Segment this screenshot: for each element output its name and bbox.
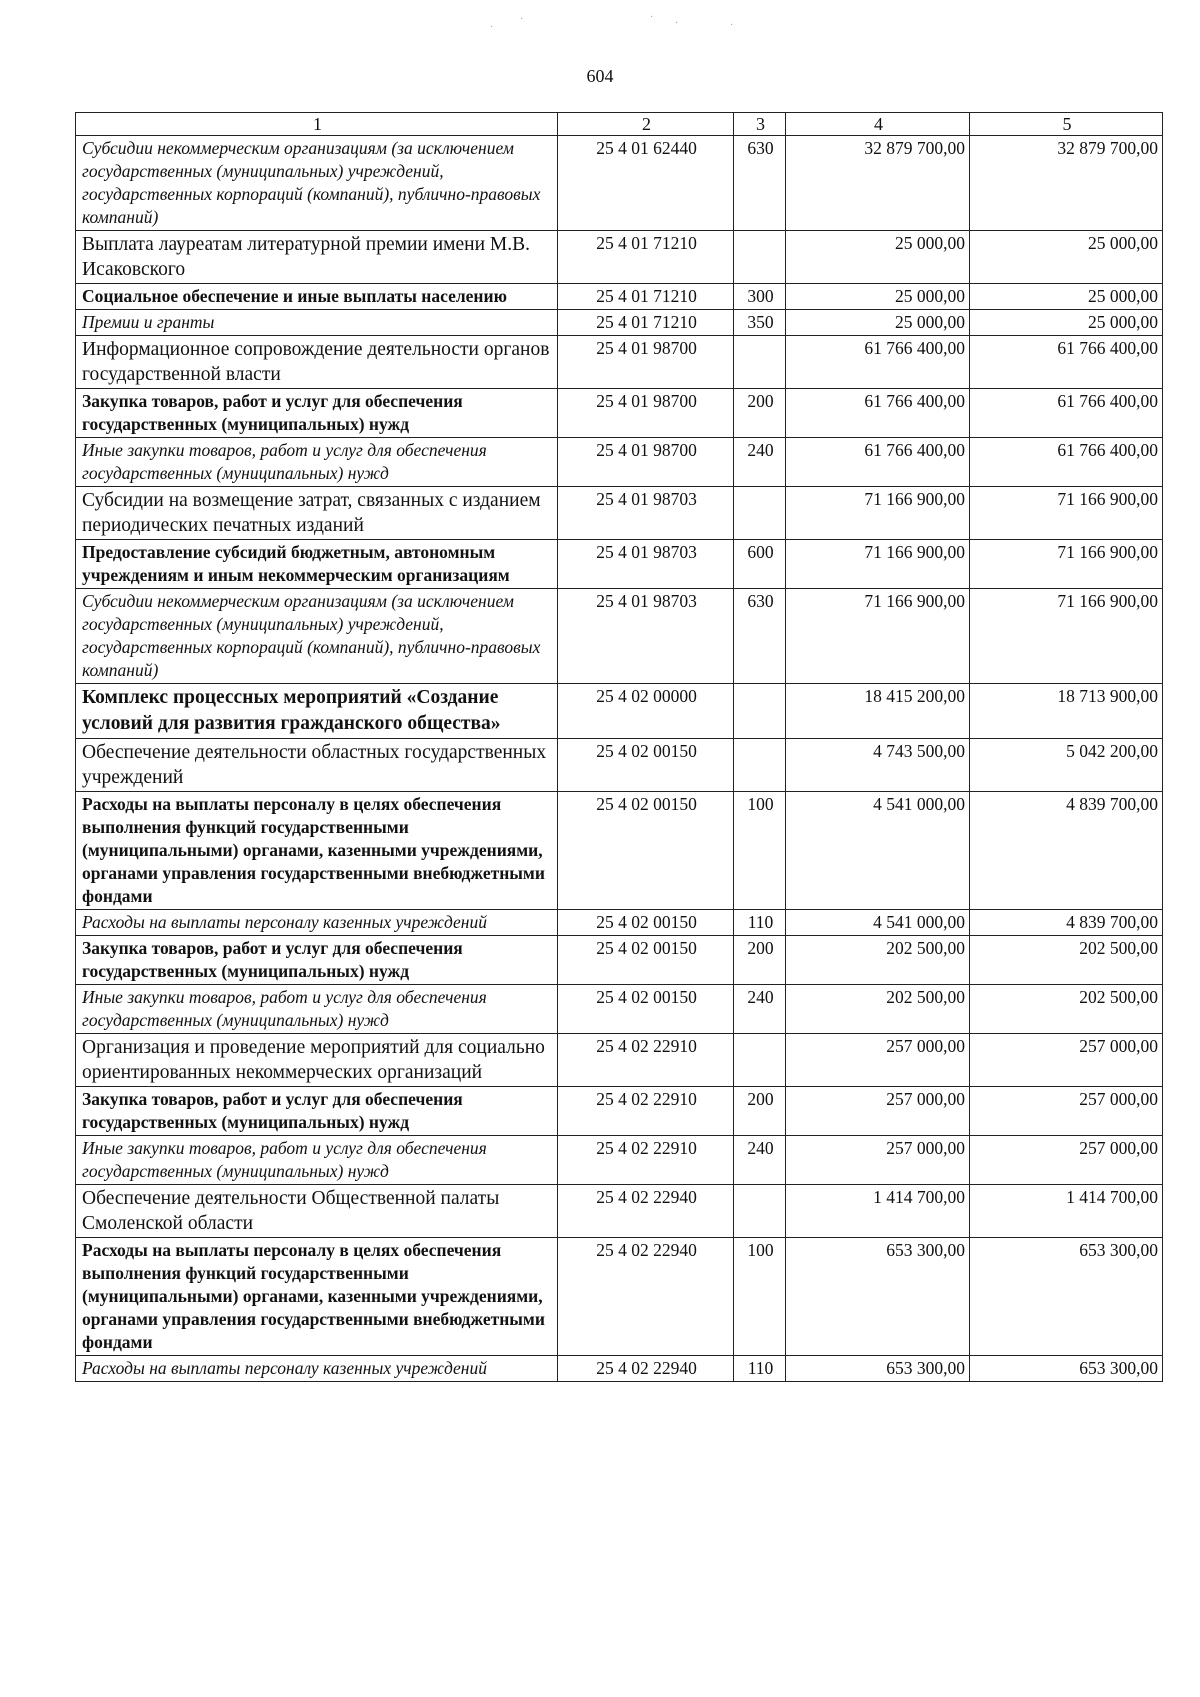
row-code-cell: 25 4 02 22910 bbox=[558, 1136, 734, 1185]
row-name-cell: Комплекс процессных мероприятий «Создание условий для развития гражданского общества» bbox=[76, 684, 558, 739]
row-amount-1-cell: 1 414 700,00 bbox=[786, 1185, 970, 1238]
row-name-cell: Субсидии некоммерческим организациям (за исключением государственных (муниципальных) учреждений, государственных корпораций (компаний), публично-правовых компаний) bbox=[76, 589, 558, 684]
column-header: 5 bbox=[970, 113, 1163, 136]
table-row bbox=[76, 936, 1163, 985]
table-header-row bbox=[76, 113, 1163, 136]
row-name-cell: Расходы на выплаты персоналу в целях обеспечения выполнения функций государственными (муниципальными) органами, казенными учреждениями, органами управления государственными внебюджетными фондами bbox=[76, 1238, 558, 1356]
row-name-cell: Премии и гранты bbox=[76, 310, 558, 336]
table-row bbox=[76, 336, 1163, 389]
row-name-cell: Закупка товаров, работ и услуг для обеспечения государственных (муниципальных) нужд bbox=[76, 389, 558, 438]
row-expense-type-cell: 200 bbox=[734, 1087, 786, 1136]
row-amount-2-cell: 25 000,00 bbox=[970, 284, 1163, 310]
row-amount-2-cell: 32 879 700,00 bbox=[970, 136, 1163, 231]
row-amount-1-cell: 71 166 900,00 bbox=[786, 487, 970, 540]
row-amount-1-cell: 257 000,00 bbox=[786, 1034, 970, 1087]
table-row bbox=[76, 1356, 1163, 1382]
scan-speck: · bbox=[730, 20, 734, 31]
scan-speck: · bbox=[675, 18, 679, 29]
page-number: 604 bbox=[586, 66, 614, 86]
table-row bbox=[76, 1087, 1163, 1136]
row-name-cell: Субсидии на возмещение затрат, связанных с изданием периодических печатных изданий bbox=[76, 487, 558, 540]
row-code-cell: 25 4 01 71210 bbox=[558, 284, 734, 310]
row-name-cell: Расходы на выплаты персоналу казенных учреждений bbox=[76, 910, 558, 936]
row-expense-type-cell: 100 bbox=[734, 792, 786, 910]
row-amount-1-cell: 202 500,00 bbox=[786, 985, 970, 1034]
row-code-cell: 25 4 02 22910 bbox=[558, 1034, 734, 1087]
row-amount-1-cell: 257 000,00 bbox=[786, 1136, 970, 1185]
table-row bbox=[76, 310, 1163, 336]
row-name-cell: Субсидии некоммерческим организациям (за исключением государственных (муниципальных) учреждений, государственных корпораций (компаний), публично-правовых компаний) bbox=[76, 136, 558, 231]
row-amount-1-cell: 32 879 700,00 bbox=[786, 136, 970, 231]
row-name-cell: Обеспечение деятельности Общественной палаты Смоленской области bbox=[76, 1185, 558, 1238]
row-name-cell: Закупка товаров, работ и услуг для обеспечения государственных (муниципальных) нужд bbox=[76, 936, 558, 985]
row-code-cell: 25 4 01 98703 bbox=[558, 540, 734, 589]
row-amount-2-cell: 71 166 900,00 bbox=[970, 540, 1163, 589]
row-expense-type-cell: 200 bbox=[734, 389, 786, 438]
scan-speck: · bbox=[520, 14, 524, 25]
row-amount-1-cell: 25 000,00 bbox=[786, 231, 970, 284]
row-name-cell: Предоставление субсидий бюджетным, автономным учреждениям и иным некоммерческим организациям bbox=[76, 540, 558, 589]
table-row bbox=[76, 284, 1163, 310]
row-code-cell: 25 4 02 00000 bbox=[558, 684, 734, 739]
row-amount-1-cell: 202 500,00 bbox=[786, 936, 970, 985]
table-row bbox=[76, 792, 1163, 910]
column-header: 1 bbox=[76, 113, 558, 136]
row-code-cell: 25 4 02 00150 bbox=[558, 936, 734, 985]
row-amount-2-cell: 61 766 400,00 bbox=[970, 336, 1163, 389]
row-code-cell: 25 4 02 00150 bbox=[558, 910, 734, 936]
table-row bbox=[76, 540, 1163, 589]
row-name-cell: Закупка товаров, работ и услуг для обеспечения государственных (муниципальных) нужд bbox=[76, 1087, 558, 1136]
row-amount-2-cell: 61 766 400,00 bbox=[970, 389, 1163, 438]
row-expense-type-cell: 240 bbox=[734, 1136, 786, 1185]
row-name-cell: Информационное сопровождение деятельности органов государственной власти bbox=[76, 336, 558, 389]
column-header: 4 bbox=[786, 113, 970, 136]
row-expense-type-cell bbox=[734, 739, 786, 792]
row-amount-2-cell: 61 766 400,00 bbox=[970, 438, 1163, 487]
row-expense-type-cell: 110 bbox=[734, 910, 786, 936]
row-expense-type-cell bbox=[734, 1185, 786, 1238]
row-code-cell: 25 4 02 00150 bbox=[558, 985, 734, 1034]
row-amount-2-cell: 257 000,00 bbox=[970, 1136, 1163, 1185]
row-amount-2-cell: 202 500,00 bbox=[970, 936, 1163, 985]
row-name-cell: Иные закупки товаров, работ и услуг для обеспечения государственных (муниципальных) нужд bbox=[76, 1136, 558, 1185]
row-amount-1-cell: 25 000,00 bbox=[786, 310, 970, 336]
row-amount-1-cell: 71 166 900,00 bbox=[786, 589, 970, 684]
row-amount-1-cell: 653 300,00 bbox=[786, 1238, 970, 1356]
row-code-cell: 25 4 02 22910 bbox=[558, 1087, 734, 1136]
row-amount-2-cell: 25 000,00 bbox=[970, 310, 1163, 336]
row-amount-2-cell: 1 414 700,00 bbox=[970, 1185, 1163, 1238]
row-expense-type-cell: 630 bbox=[734, 589, 786, 684]
row-code-cell: 25 4 01 62440 bbox=[558, 136, 734, 231]
row-code-cell: 25 4 01 98700 bbox=[558, 438, 734, 487]
row-amount-1-cell: 257 000,00 bbox=[786, 1087, 970, 1136]
row-code-cell: 25 4 01 98703 bbox=[558, 487, 734, 540]
row-amount-2-cell: 5 042 200,00 bbox=[970, 739, 1163, 792]
row-name-cell: Расходы на выплаты персоналу в целях обеспечения выполнения функций государственными (муниципальными) органами, казенными учреждениями, органами управления государственными внебюджетными фондами bbox=[76, 792, 558, 910]
table-row bbox=[76, 1185, 1163, 1238]
row-name-cell: Иные закупки товаров, работ и услуг для обеспечения государственных (муниципальных) нужд bbox=[76, 438, 558, 487]
row-amount-2-cell: 202 500,00 bbox=[970, 985, 1163, 1034]
row-code-cell: 25 4 01 71210 bbox=[558, 310, 734, 336]
row-amount-1-cell: 61 766 400,00 bbox=[786, 389, 970, 438]
row-expense-type-cell: 200 bbox=[734, 936, 786, 985]
row-expense-type-cell bbox=[734, 336, 786, 389]
table-row bbox=[76, 1034, 1163, 1087]
row-expense-type-cell: 110 bbox=[734, 1356, 786, 1382]
row-name-cell: Иные закупки товаров, работ и услуг для обеспечения государственных (муниципальных) нужд bbox=[76, 985, 558, 1034]
table-row bbox=[76, 985, 1163, 1034]
row-amount-1-cell: 25 000,00 bbox=[786, 284, 970, 310]
row-code-cell: 25 4 02 22940 bbox=[558, 1238, 734, 1356]
table-row bbox=[76, 231, 1163, 284]
row-expense-type-cell: 240 bbox=[734, 438, 786, 487]
row-amount-2-cell: 25 000,00 bbox=[970, 231, 1163, 284]
row-amount-1-cell: 61 766 400,00 bbox=[786, 438, 970, 487]
table-row bbox=[76, 739, 1163, 792]
row-name-cell: Выплата лауреатам литературной премии имени М.В. Исаковского bbox=[76, 231, 558, 284]
row-code-cell: 25 4 01 98700 bbox=[558, 389, 734, 438]
row-code-cell: 25 4 01 71210 bbox=[558, 231, 734, 284]
row-amount-1-cell: 4 541 000,00 bbox=[786, 792, 970, 910]
row-expense-type-cell bbox=[734, 231, 786, 284]
table-row bbox=[76, 910, 1163, 936]
row-expense-type-cell: 240 bbox=[734, 985, 786, 1034]
table-row bbox=[76, 589, 1163, 684]
table-body bbox=[76, 136, 1163, 1382]
row-expense-type-cell: 350 bbox=[734, 310, 786, 336]
column-header: 2 bbox=[558, 113, 734, 136]
row-expense-type-cell: 600 bbox=[734, 540, 786, 589]
row-amount-2-cell: 653 300,00 bbox=[970, 1356, 1163, 1382]
row-code-cell: 25 4 02 00150 bbox=[558, 792, 734, 910]
column-header: 3 bbox=[734, 113, 786, 136]
row-amount-2-cell: 18 713 900,00 bbox=[970, 684, 1163, 739]
row-code-cell: 25 4 01 98703 bbox=[558, 589, 734, 684]
table-row bbox=[76, 1136, 1163, 1185]
table-row bbox=[76, 487, 1163, 540]
row-code-cell: 25 4 02 22940 bbox=[558, 1185, 734, 1238]
row-amount-2-cell: 4 839 700,00 bbox=[970, 792, 1163, 910]
row-amount-2-cell: 71 166 900,00 bbox=[970, 589, 1163, 684]
row-name-cell: Социальное обеспечение и иные выплаты населению bbox=[76, 284, 558, 310]
table-row bbox=[76, 136, 1163, 231]
row-expense-type-cell: 100 bbox=[734, 1238, 786, 1356]
row-expense-type-cell bbox=[734, 487, 786, 540]
row-amount-2-cell: 4 839 700,00 bbox=[970, 910, 1163, 936]
row-name-cell: Обеспечение деятельности областных государственных учреждений bbox=[76, 739, 558, 792]
table-row bbox=[76, 1238, 1163, 1356]
table-row bbox=[76, 389, 1163, 438]
row-amount-2-cell: 653 300,00 bbox=[970, 1238, 1163, 1356]
row-code-cell: 25 4 01 98700 bbox=[558, 336, 734, 389]
row-amount-1-cell: 4 743 500,00 bbox=[786, 739, 970, 792]
row-amount-1-cell: 71 166 900,00 bbox=[786, 540, 970, 589]
budget-table bbox=[75, 112, 1163, 1382]
row-amount-1-cell: 18 415 200,00 bbox=[786, 684, 970, 739]
row-name-cell: Расходы на выплаты персоналу казенных учреждений bbox=[76, 1356, 558, 1382]
row-amount-1-cell: 4 541 000,00 bbox=[786, 910, 970, 936]
row-amount-1-cell: 61 766 400,00 bbox=[786, 336, 970, 389]
table-row bbox=[76, 438, 1163, 487]
row-amount-2-cell: 71 166 900,00 bbox=[970, 487, 1163, 540]
row-amount-1-cell: 653 300,00 bbox=[786, 1356, 970, 1382]
row-code-cell: 25 4 02 00150 bbox=[558, 739, 734, 792]
row-expense-type-cell bbox=[734, 684, 786, 739]
table-row bbox=[76, 684, 1163, 739]
row-expense-type-cell bbox=[734, 1034, 786, 1087]
row-name-cell: Организация и проведение мероприятий для социально ориентированных некоммерческих организаций bbox=[76, 1034, 558, 1087]
scan-speck: · bbox=[490, 22, 494, 33]
scan-speck: · bbox=[650, 12, 654, 23]
row-amount-2-cell: 257 000,00 bbox=[970, 1087, 1163, 1136]
row-expense-type-cell: 630 bbox=[734, 136, 786, 231]
row-code-cell: 25 4 02 22940 bbox=[558, 1356, 734, 1382]
row-amount-2-cell: 257 000,00 bbox=[970, 1034, 1163, 1087]
row-expense-type-cell: 300 bbox=[734, 284, 786, 310]
